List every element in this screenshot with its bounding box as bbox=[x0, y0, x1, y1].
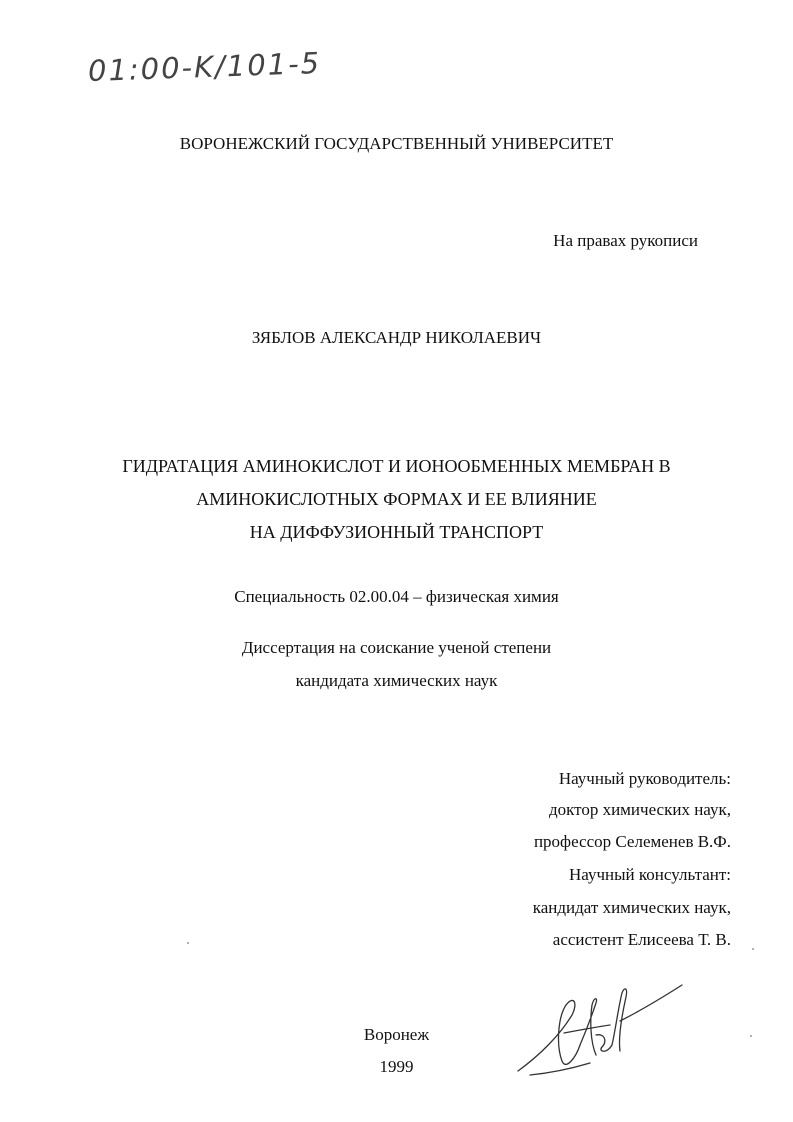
manuscript-rights-note: На правах рукописи bbox=[553, 231, 698, 250]
dissertation-line-1: Диссертация на соискание ученой степени bbox=[241, 638, 552, 657]
consultant-line-1: Научный консультант: bbox=[569, 865, 731, 884]
university-name: ВОРОНЕЖСКИЙ ГОСУДАРСТВЕННЫЙ УНИВЕРСИТЕТ bbox=[179, 134, 614, 153]
advisor-line-1: Научный руководитель: bbox=[558, 769, 731, 788]
consultant-line-2: кандидат химических наук, bbox=[532, 898, 731, 917]
specialty-line: Специальность 02.00.04 – физическая химия bbox=[234, 587, 559, 606]
dissertation-line-2: кандидата химических наук bbox=[295, 671, 498, 690]
scan-speck bbox=[187, 942, 189, 944]
handwritten-archive-code: 01:00-K/101-5 bbox=[87, 45, 322, 89]
advisor-line-3: профессор Селеменев В.Ф. bbox=[533, 832, 731, 851]
scan-speck bbox=[750, 1035, 752, 1037]
year: 1999 bbox=[379, 1057, 414, 1076]
scan-speck bbox=[752, 948, 754, 950]
title-line-2: АМИНОКИСЛОТНЫХ ФОРМАХ И ЕЕ ВЛИЯНИЕ bbox=[196, 489, 597, 509]
signature-graphic bbox=[500, 975, 700, 1095]
advisor-line-2: доктор химических наук, bbox=[548, 800, 731, 819]
author-name: ЗЯБЛОВ АЛЕКСАНДР НИКОЛАЕВИЧ bbox=[251, 328, 542, 347]
title-line-1: ГИДРАТАЦИЯ АМИНОКИСЛОТ И ИОНООБМЕННЫХ МЕМБРАН В bbox=[122, 456, 671, 476]
consultant-line-3: ассистент Елисеева Т. В. bbox=[552, 930, 731, 949]
title-line-3: НА ДИФФУЗИОННЫЙ ТРАНСПОРТ bbox=[249, 522, 544, 542]
city-name: Воронеж bbox=[363, 1025, 430, 1044]
